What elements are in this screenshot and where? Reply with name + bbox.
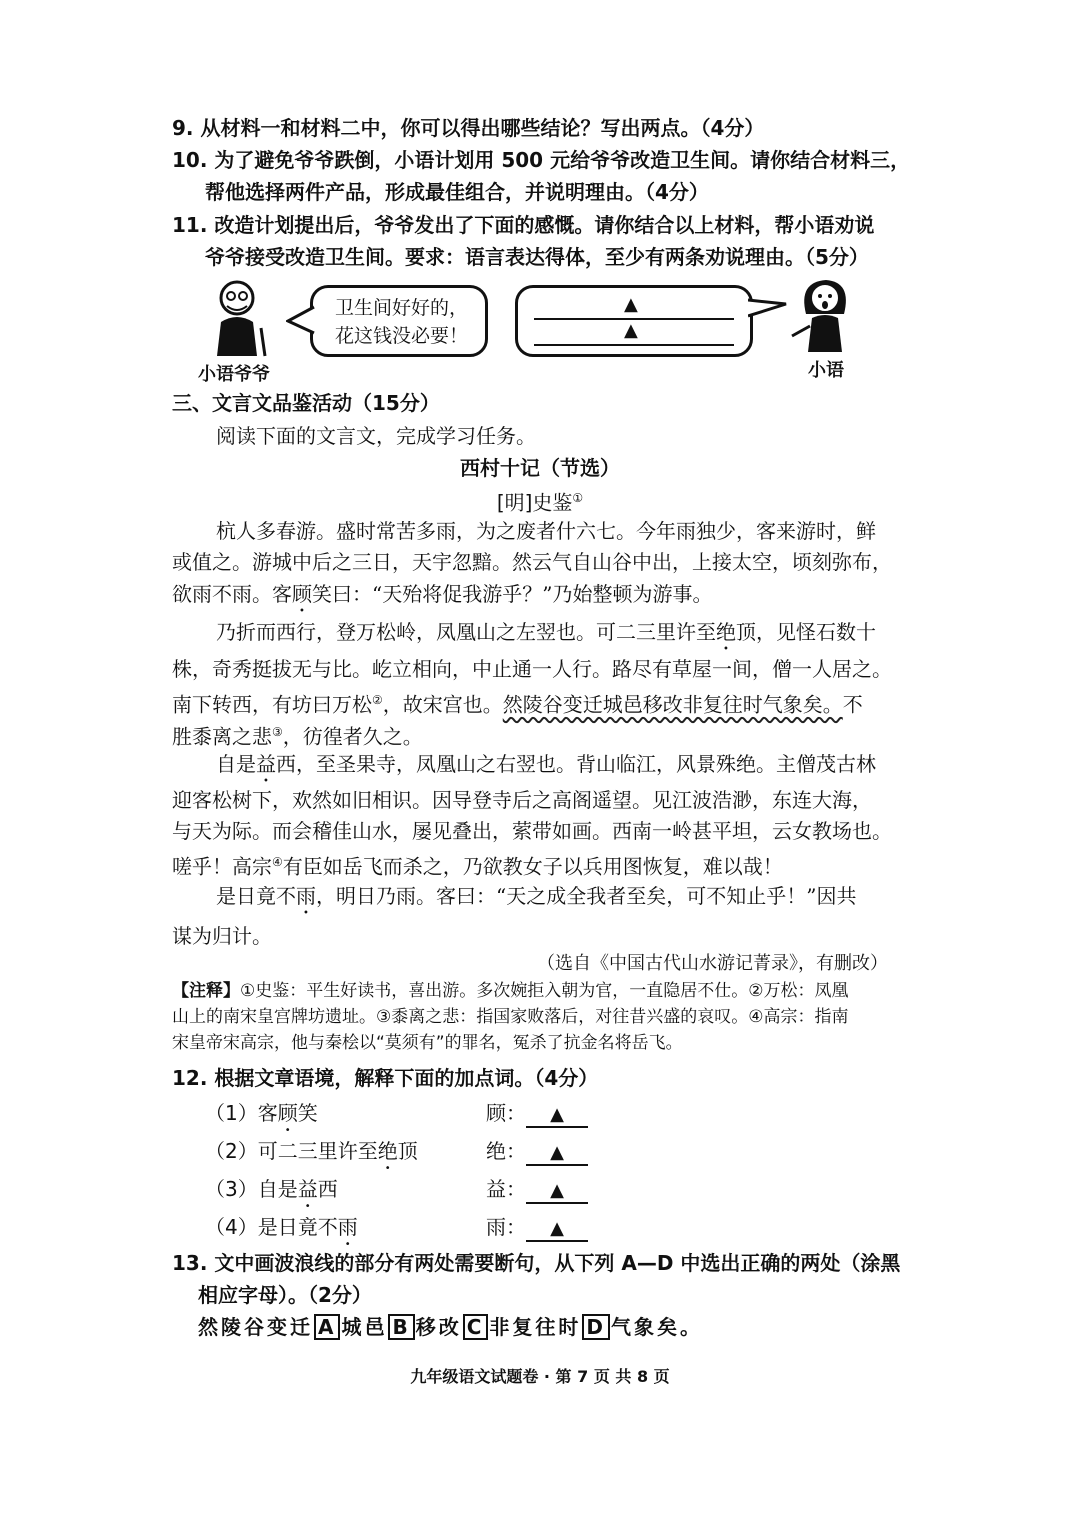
xiaoyu-bubble-tail (748, 296, 788, 322)
answer-blank[interactable]: ▲ (526, 1142, 588, 1166)
passage-p2-line-4 (172, 718, 902, 751)
option-a-box[interactable]: A (314, 1314, 340, 1340)
answer-line-2 (534, 344, 734, 346)
text-span: 有臣如岳飞而杀之，乃欲教女子以兵用图恢复，难以哉！ (282, 854, 783, 879)
answer-mark-1: ▲ (624, 294, 638, 315)
question-13-line-2: 相应字母）。（2分） (198, 1283, 372, 1307)
item-number: （1） (205, 1101, 258, 1125)
question-11-line-2: 爷爷接受改造卫生间。要求：语言表达得体，至少有两条劝说理由。（5分） (205, 245, 869, 269)
question-9: 9. 从材料一和材料二中，你可以得出哪些结论？写出两点。（4分） (172, 116, 765, 140)
q12-answer-3 (486, 1173, 588, 1204)
question-10-line-1: 10. 为了避免爷爷跌倒，小语计划用 500 元给爷爷改造卫生间。请你结合材料三， (172, 148, 911, 172)
question-10-line-2: 帮他选择两件产品，形成最佳组合，并说明理由。（4分） (205, 180, 709, 204)
text-span: 南下转西，有坊曰万松 (172, 692, 372, 717)
section-3-instruction: 阅读下面的文言文，完成学习任务。 (216, 424, 536, 448)
answer-label: 雨： (486, 1215, 526, 1239)
dotted-word: 雨 (296, 884, 316, 908)
answer-label: 益： (486, 1177, 526, 1201)
text-span: 胜黍离之悲 (172, 724, 272, 749)
text-span: 顶 (397, 1139, 418, 1163)
notes-label: 【注释】 (172, 981, 240, 1001)
answer-mark-2: ▲ (624, 320, 638, 341)
notes-line-1 (172, 978, 902, 1004)
section-3-heading: 三、文言文品鉴活动（15分） (172, 391, 440, 415)
item-number: （4） (205, 1215, 258, 1239)
q12-item-1 (205, 1097, 318, 1136)
dotted-word: 雨 (337, 1215, 358, 1239)
question-13-line-1: 13. 文中画波浪线的部分有两处需要断句，从下列 A—D 中选出正确的两处（涂黑 (172, 1251, 901, 1275)
question-12-stem: 12. 根据文章语境，解释下面的加点词。（4分） (172, 1066, 599, 1090)
passage-p1-line-3 (172, 580, 902, 617)
q12-answer-4 (486, 1211, 588, 1242)
text-span: 可二三里许至 (257, 1139, 378, 1163)
text-span: 笑 (297, 1101, 318, 1125)
answer-blank[interactable]: ▲ (526, 1218, 588, 1242)
dotted-word: 顾 (277, 1101, 298, 1125)
dotted-word: 益 (297, 1177, 318, 1201)
text-span: 西 (317, 1177, 338, 1201)
passage-p1-line-2: 或值之。游城中后之三日，天宇忽黯。然云气自山谷中出，上接太空，顷刻弥布， (172, 550, 892, 574)
answer-blank[interactable]: ▲ (526, 1180, 588, 1204)
dotted-word: 绝 (377, 1139, 398, 1163)
notes-line-2: 山上的南宋皇宫牌坊遗址。③黍离之悲：指国家败落后，对往昔兴盛的哀叹。④高宗：指南 (172, 1007, 849, 1027)
dotted-word: 顾 (292, 582, 312, 606)
author-note-mark: ① (572, 491, 584, 505)
passage-p2-line-1 (172, 618, 946, 655)
xiaoyu-label: 小语 (808, 360, 844, 381)
text-span: 笑曰：“天殆将促我游乎？”乃始整顿为游事。 (312, 582, 713, 606)
text-span: 是日竟不 (257, 1215, 338, 1239)
q12-answer-1 (486, 1097, 588, 1128)
grandpa-label: 小语爷爷 (198, 364, 270, 385)
text-span: 是日竟不 (216, 884, 296, 908)
q12-item-3 (205, 1173, 338, 1212)
answer-label: 绝： (486, 1139, 526, 1163)
question-13-sentence (198, 1313, 928, 1341)
text-span: ，故宋宫也。 (382, 692, 503, 717)
answer-blank[interactable]: ▲ (526, 1104, 588, 1128)
page-footer: 九年级语文试题卷 · 第 7 页 共 8 页 (410, 1367, 670, 1386)
grandpa-illustration (205, 278, 275, 358)
text-span: 气象矣。 (611, 1315, 704, 1339)
passage-p3-line-4 (172, 848, 902, 881)
xiaoyu-illustration (790, 274, 860, 354)
text-span: 移改 (415, 1315, 462, 1339)
note-mark: ③ (272, 725, 283, 739)
item-number: （3） (205, 1177, 258, 1201)
passage-p3-line-2: 迎客松树下，欢然如旧相识。因导登寺后之高阁遥望。见江波浩渺，东连大海， (172, 788, 872, 812)
option-c-box[interactable]: C (463, 1314, 489, 1340)
text-span: 嗟乎！高宗 (172, 854, 272, 879)
option-b-box[interactable]: B (388, 1314, 414, 1340)
notes-line-3: 宋皇帝宋高宗，他与秦桧以“莫须有”的罪名，冤杀了抗金名将岳飞。 (172, 1033, 683, 1053)
text-span: 城邑 (341, 1315, 388, 1339)
text-span: ①史鉴：平生好读书，喜出游。多次婉拒入朝为官，一直隐居不仕。②万松：凤凰 (240, 981, 849, 1001)
text-span: 顶，见怪石数十 (736, 620, 876, 644)
passage-p1-line-1: 杭人多春游。盛时常苦多雨，为之废者什六七。今年雨独少，客来游时，鲜 (216, 519, 876, 543)
passage-source: （选自《中国古代山水游记菁录》，有删改） (537, 953, 888, 974)
note-mark: ④ (272, 855, 283, 869)
passage-author (0, 484, 1080, 517)
grandpa-speech-line-2: 花这钱没必要！ (335, 325, 469, 347)
question-11-line-1: 11. 改造计划提出后，爷爷发出了下面的感慨。请你结合以上材料，帮小语劝说 (172, 213, 875, 237)
text-span: 西，至圣果寺，凤凰山之右翌也。背山临江，风景殊绝。主僧茂古林 (276, 752, 876, 776)
passage-p4-line-2: 谋为归计。 (172, 924, 272, 948)
text-span: 自是 (257, 1177, 298, 1201)
answer-label: 顾： (486, 1101, 526, 1125)
text-span: 非复往时 (489, 1315, 582, 1339)
author-name: [明]史鉴 (496, 490, 573, 515)
text-span: 乃折而西行，登万松岭，凤凰山之左翌也。可二三里许至 (216, 620, 716, 644)
text-span: ，彷徨者久之。 (282, 724, 423, 749)
passage-p4-line-1 (172, 882, 946, 919)
text-span: 客 (257, 1101, 278, 1125)
q12-answer-2 (486, 1135, 588, 1166)
grandpa-bubble-tail (286, 305, 316, 335)
option-d-box[interactable]: D (582, 1314, 610, 1340)
passage-p3-line-1 (172, 750, 946, 787)
item-number: （2） (205, 1139, 258, 1163)
dotted-word: 益 (256, 752, 276, 776)
text-span: 不 (842, 692, 863, 717)
q12-item-4 (205, 1211, 358, 1250)
text-span: 自是 (216, 752, 256, 776)
note-mark: ② (372, 693, 383, 707)
grandpa-speech-bubble (310, 285, 488, 357)
xiaoyu-answer-bubble (515, 285, 753, 357)
passage-p3-line-3: 与天为际。而会稽佳山水，屡见叠出，萦带如画。西南一岭甚平坦，云女教场也。 (172, 819, 892, 843)
text-span: ，明日乃雨。客曰：“天之成全我者至矣，可不知止乎！”因共 (316, 884, 857, 908)
passage-p2-line-2: 株，奇秀挺拔无与比。屹立相向，中止通一人行。路尽有草屋一间，僧一人居之。 (172, 657, 892, 681)
text-span: 然陵谷变迁 (198, 1315, 313, 1339)
passage-p2-line-3 (172, 686, 902, 719)
q12-item-2 (205, 1135, 418, 1174)
dotted-word: 绝 (716, 620, 736, 644)
wavy-underlined-sentence: 然陵谷变迁城邑移改非复往时气象矣。 (502, 692, 843, 717)
grandpa-speech-line-1: 卫生间好好的， (335, 297, 469, 319)
passage-title: 西村十记（节选） (460, 456, 620, 480)
text-span: 欲雨不雨。客 (172, 582, 292, 606)
